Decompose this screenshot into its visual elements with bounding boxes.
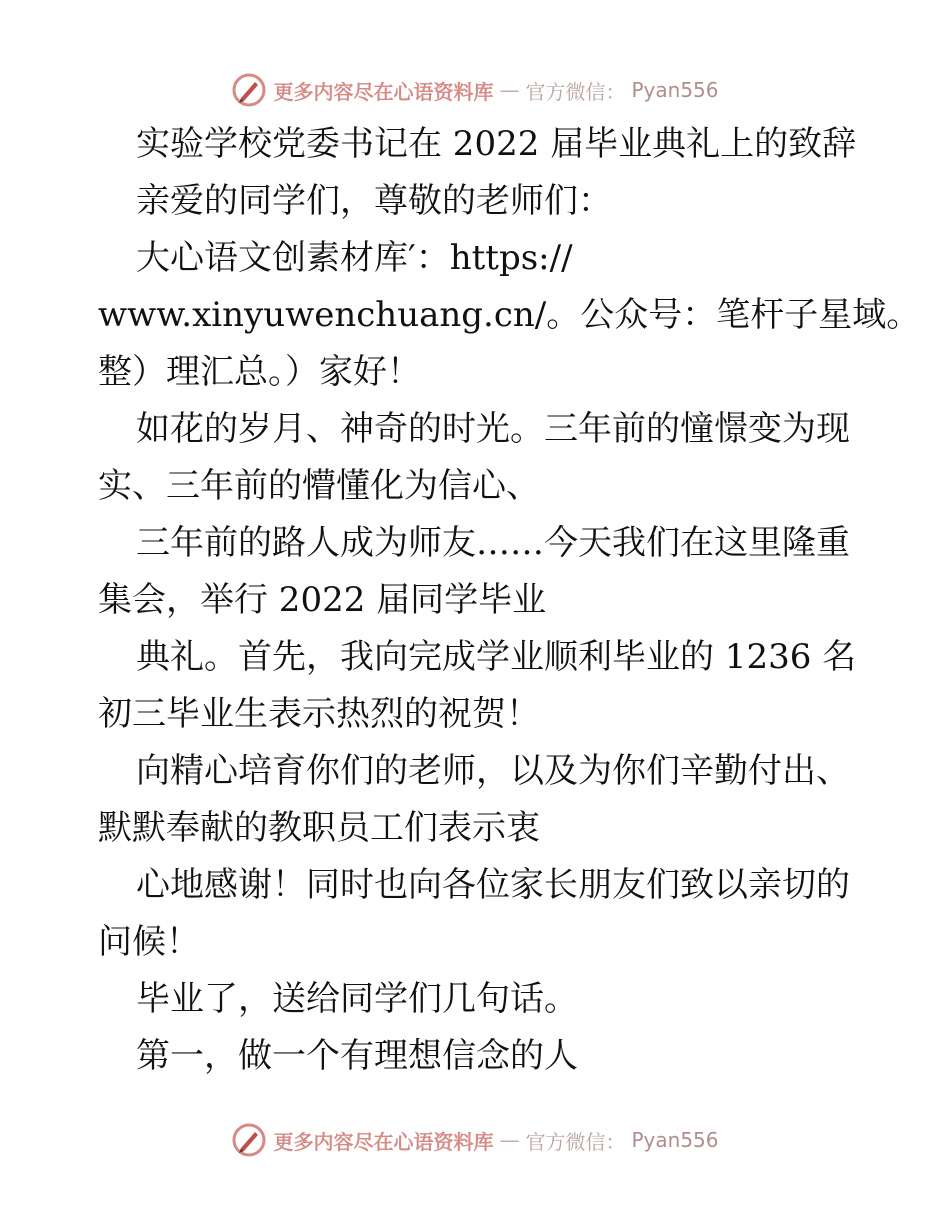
text-line: 毕业了，送给同学们几句话。 xyxy=(136,979,578,1019)
pen-logo-icon xyxy=(231,72,267,108)
text-line: 三年前的路人成为师友……今天我们在这里隆重 xyxy=(136,523,850,563)
text-line: 典礼。首先，我向完成学业顺利毕业的 1236 名 xyxy=(136,637,857,677)
watermark-wechat-label: 官方微信： xyxy=(525,79,626,104)
salutation: 亲爱的同学们，尊敬的老师们： xyxy=(136,181,612,221)
text-line: 初三毕业生表示热烈的祝贺！ xyxy=(98,694,540,734)
footer-watermark xyxy=(0,1120,950,1160)
text-line: 集会，举行 2022 届同学毕业 xyxy=(98,580,547,620)
text-line: 整）理汇总。）家好！ xyxy=(98,352,421,392)
document-body xyxy=(98,116,921,1085)
watermark-dash: — xyxy=(499,78,520,102)
section-heading: 第一，做一个有理想信念的人 xyxy=(136,1036,578,1076)
text-line: 问候！ xyxy=(98,922,200,962)
text-line: 大心语文创素材库′：https:// xyxy=(136,238,573,278)
pen-logo-icon xyxy=(231,1122,267,1158)
text-line: 默默奉献的教职员工们表示衷 xyxy=(98,808,540,848)
watermark-title: 更多内容尽在心语资料库 xyxy=(273,1129,494,1154)
document-title: 实验学校党委书记在 2022 届毕业典礼上的致辞 xyxy=(136,124,857,164)
text-line: 如花的岁月、神奇的时光。三年前的憧憬变为现 xyxy=(136,409,850,449)
header-watermark xyxy=(0,70,950,110)
watermark-wechat-id: Pyan556 xyxy=(631,78,719,102)
text-line: 向精心培育你们的老师，以及为你们辛勤付出、 xyxy=(136,751,850,791)
text-line: 心地感谢！同时也向各位家长朋友们致以亲切的 xyxy=(136,865,850,905)
watermark-title: 更多内容尽在心语资料库 xyxy=(273,79,494,104)
text-line: www.xinyuwenchuang.cn/。公众号：笔杆子星域。 xyxy=(98,295,921,335)
watermark-dash: — xyxy=(499,1128,520,1152)
text-line: 实、三年前的懵懂化为信心、 xyxy=(98,466,540,506)
watermark-wechat-label: 官方微信： xyxy=(525,1129,626,1154)
watermark-wechat-id: Pyan556 xyxy=(631,1128,719,1152)
